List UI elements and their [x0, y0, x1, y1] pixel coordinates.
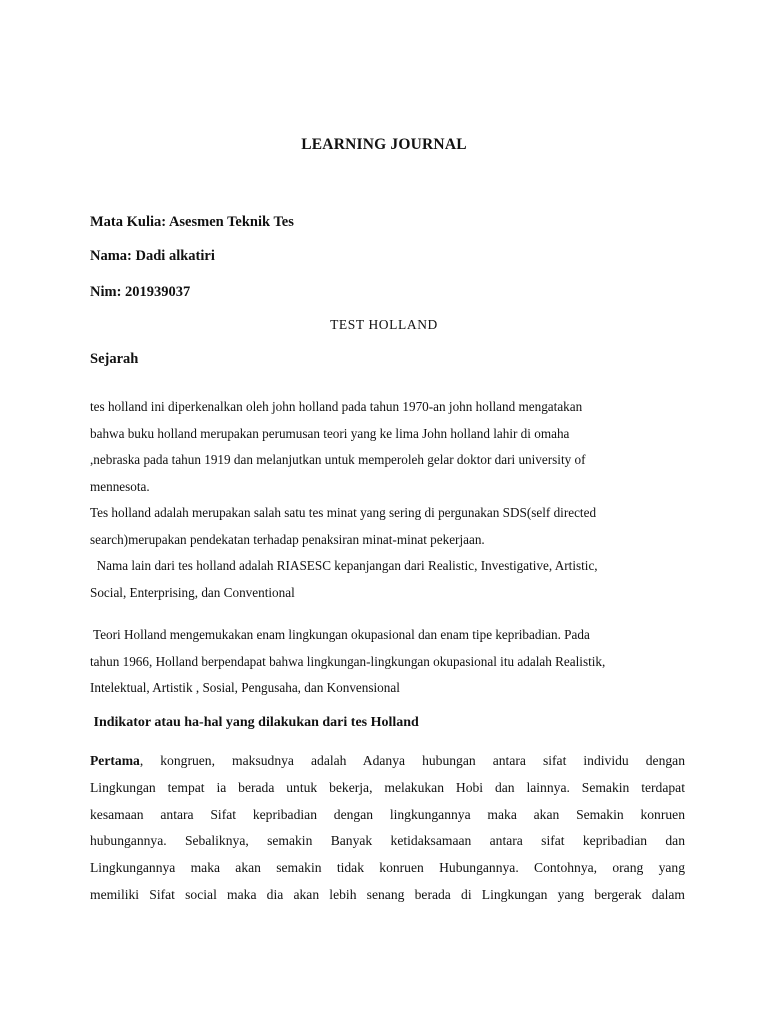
paragraph-line: ,nebraska pada tahun 1919 dan melanjutkan untuk memperoleh gelar doktor dari university of — [90, 452, 586, 468]
paragraph-line: Social, Enterprising, dan Conventional — [90, 584, 295, 600]
paragraph-line: Lingkungannya maka akan semakin tidak konruen Hubungannya. Contohnya, orang yang — [90, 860, 685, 876]
paragraph-line: bahwa buku holland merupakan perumusan teori yang ke lima John holland lahir di omaha — [90, 425, 570, 441]
paragraph-line: tes holland ini diperkenalkan oleh john holland pada tahun 1970-an john holland mengatakan — [90, 399, 583, 414]
paragraph-line: memiliki Sifat social maka dia akan lebih senang berada di Lingkungan yang bergerak dalam — [90, 886, 685, 902]
name-line: Nama: Dadi alkatiri — [90, 248, 215, 264]
paragraph-line: Nama lain dari tes holland adalah RIASESC kepanjangan dari Realistic, Investigative, Artistic, — [90, 558, 598, 573]
indicator-heading: Indikator atau ha-hal yang dilakukan dari tes Holland — [90, 715, 419, 730]
paragraph-line: kesamaan antara Sifat kepribadian dengan lingkungannya maka akan Semakin konruen — [90, 806, 685, 822]
page-title: LEARNING JOURNAL — [301, 136, 467, 153]
history-heading: Sejarah — [90, 351, 139, 367]
paragraph-line: search)merupakan pendekatan terhadap penaksiran minat-minat pekerjaan. — [90, 531, 485, 547]
paragraph-line — [90, 748, 685, 775]
paragraph-line: Teori Holland mengemukakan enam lingkungan okupasional dan enam tipe kepribadian. Pada — [90, 627, 590, 642]
riasec-paragraph — [90, 553, 690, 606]
student-id-line: Nim: 201939037 — [90, 284, 191, 300]
paragraph-line: mennesota. — [90, 478, 150, 494]
paragraph-line: tahun 1966, Holland berpendapat bahwa lingkungan-lingkungan okupasional itu adalah Realistik, — [90, 653, 606, 669]
paragraph-line: Lingkungan tempat ia berada untuk bekerja, melakukan Hobi dan lainnya. Semakin terdapat — [90, 779, 685, 795]
history-paragraph — [90, 394, 690, 500]
paragraph-line: Tes holland adalah merupakan salah satu tes minat yang sering di pergunakan SDS(self directed — [90, 505, 597, 520]
congruence-paragraph — [90, 748, 685, 909]
paragraph-line: Intelektual, Artistik , Sosial, Pengusaha, dan Konvensional — [90, 680, 400, 696]
lead-word: Pertama — [90, 753, 140, 768]
paragraph-line: hubungannya. Sebaliknya, semakin Banyak ketidaksamaan antara sifat kepribadian dan — [90, 833, 685, 849]
course-line: Mata Kulia: Asesmen Teknik Tes — [90, 214, 294, 230]
sds-paragraph — [90, 500, 690, 553]
theory-paragraph — [90, 622, 690, 702]
section-title: TEST HOLLAND — [330, 317, 438, 332]
lead-rest: , kongruen, maksudnya adalah Adanya hubungan antara sifat individu dengan — [139, 753, 685, 768]
